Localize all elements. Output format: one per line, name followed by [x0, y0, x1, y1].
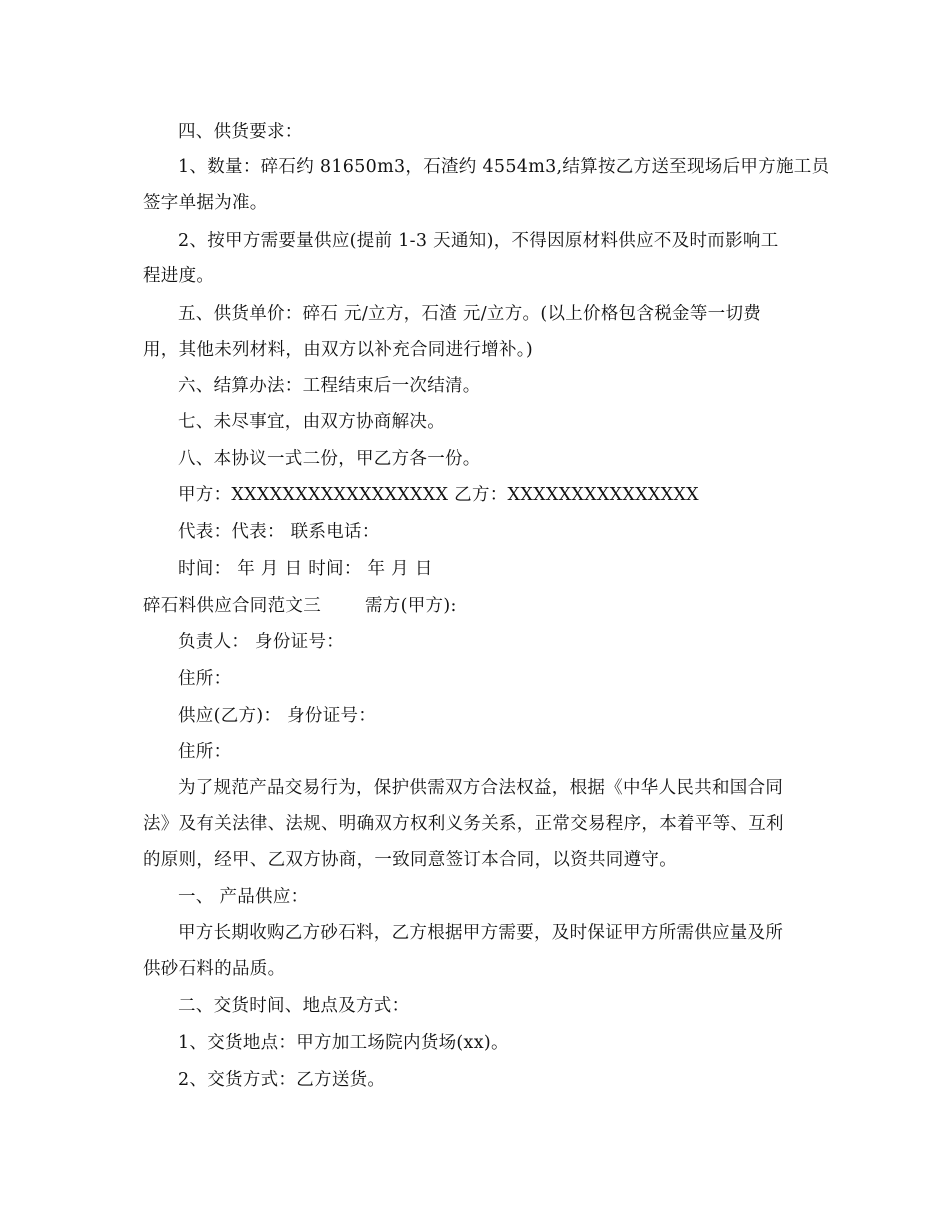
article-1-text: 甲方长期收购乙方砂石料，乙方根据甲方需要，及时保证甲方所需供应量及所: [178, 923, 784, 943]
clause-8: 八、本协议一式二份，甲乙方各一份。: [178, 449, 481, 469]
clause-5: 五、供货单价：碎石 元/立方，石渣 元/立方。(以上价格包含税金等一切费: [178, 304, 762, 324]
clause-4-item-2: 2、按甲方需要量供应(提前 1-3 天通知)，不得因原材料供应不及时而影响工: [178, 231, 779, 251]
article-1-text-cont: 供砂石料的品质。: [143, 959, 286, 979]
buyer-address-line: 住所：: [178, 669, 232, 689]
supplier-line: 供应(乙方)： 身份证号：: [178, 706, 377, 726]
preamble-line-3: 的原则，经甲、乙双方协商，一致同意签订本合同，以资共同遵守。: [143, 850, 677, 870]
clause-7: 七、未尽事宜，由双方协商解决。: [178, 412, 445, 432]
representative-line: 代表：代表： 联系电话：: [178, 522, 380, 542]
clause-4-heading: 四、供货要求：: [178, 122, 303, 142]
preamble-line-1: 为了规范产品交易行为，保护供需双方合法权益，根据《中华人民共和国合同: [178, 778, 784, 798]
clause-4-item-2-cont: 程进度。: [143, 266, 215, 286]
buyer-label: 需方(甲方):: [365, 596, 457, 616]
clause-6: 六、结算办法：工程结束后一次结清。: [178, 376, 481, 396]
article-2-item-2: 2、交货方式：乙方送货。: [178, 1070, 386, 1090]
preamble-line-2: 法》及有关法律、法规、明确双方权利义务关系，正常交易程序，本着平等、互利: [143, 814, 784, 834]
clause-5-cont: 用，其他未列材料，由双方以补充合同进行增补。): [143, 340, 533, 360]
clause-4-item-1-cont: 签字单据为准。: [143, 193, 268, 213]
party-signature-line: 甲方：XXXXXXXXXXXXXXXXX 乙方：XXXXXXXXXXXXXXX: [178, 485, 699, 505]
supplier-address-line: 住所：: [178, 742, 232, 762]
responsible-person-line: 负责人： 身份证号：: [178, 632, 345, 652]
article-2-heading: 二、交货时间、地点及方式：: [178, 996, 410, 1016]
article-2-item-1: 1、交货地点：甲方加工场院内货场(xx)。: [178, 1033, 509, 1053]
article-1-heading: 一、 产品供应：: [178, 887, 309, 907]
date-line: 时间： 年 月 日 时间： 年 月 日: [178, 559, 433, 579]
clause-4-item-1: 1、数量：碎石约 81650m3，石渣约 4554m3,结算按乙方送至现场后甲方施工员: [178, 157, 830, 177]
section-heading: 碎石料供应合同范文三: [143, 596, 321, 616]
